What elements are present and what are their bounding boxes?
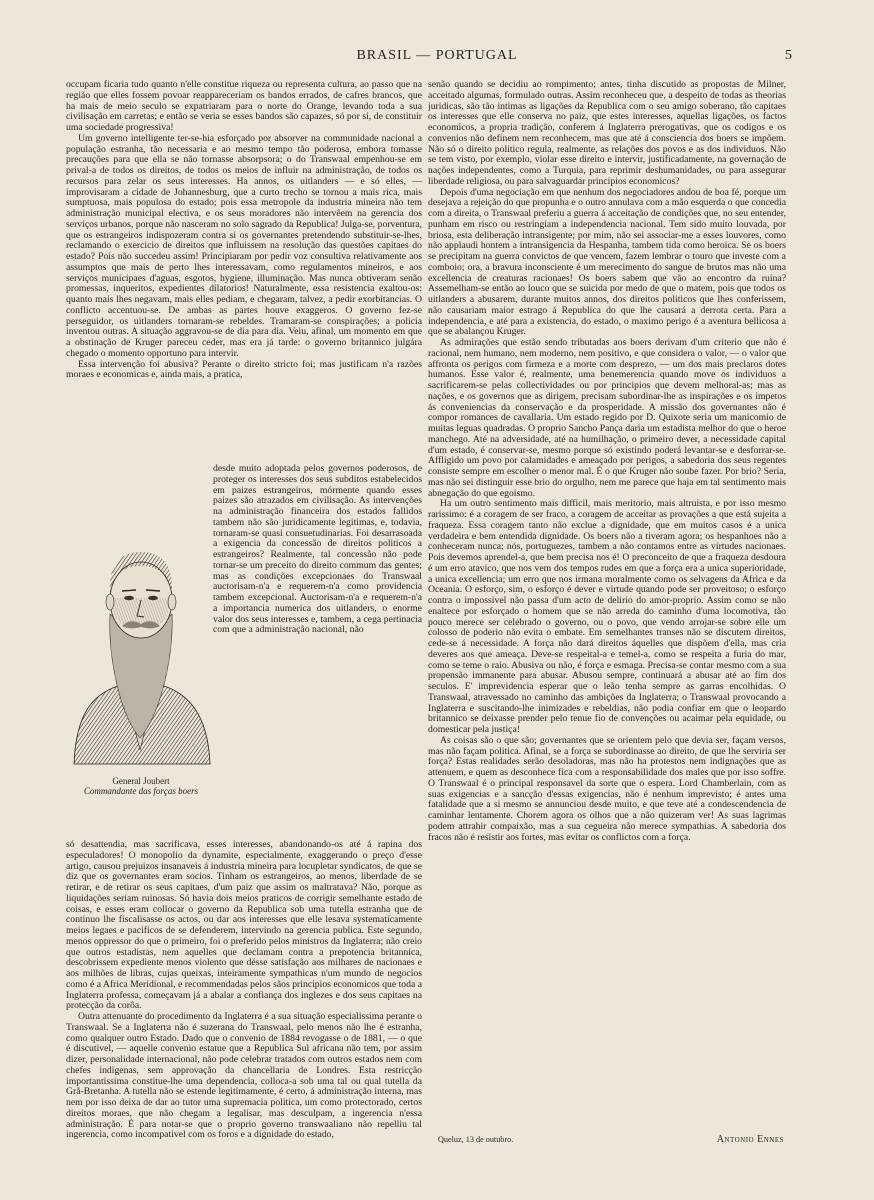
article-signature-line	[428, 1132, 786, 1146]
right-column-text	[428, 80, 786, 1130]
portrait-engraving	[66, 502, 216, 774]
portrait-subcaption: Commandante das forças boers	[83, 786, 199, 796]
paragraph: Essa intervenção foi abusiva? Perante o direito stricto foi; mas justificam n'a razões moraes e economicas e, ainda mais, a pratica,	[66, 358, 422, 381]
right-column	[428, 80, 786, 1130]
left-column	[66, 80, 422, 1200]
place-date: Queluz, 13 de outubro.	[438, 1135, 514, 1144]
page-header	[60, 48, 814, 70]
left-column-lower-text	[66, 840, 422, 1200]
author-signature: Antonio Ennes	[716, 1134, 784, 1145]
paragraph: As admirações que estão sendo tributadas aos boers derivam d'um criterio que não é racional, nem humano, nem moderno, nem positivo, e que considera o valor, — o valor que affronta os perigos com firmeza e a morte com desprezo, — um dos mais preclaros dotes humanos. Esse valor é, realmente, uma benemerencia quando move os individuos a sacrificarem-se pelas collectividades ou por principios que devem melhoral-as; mas as nações, e os governos que as dirigem, precisam subordinar-lhe as inspirações e os impetos ás conveniencias da conservação e da prosperidade. A missão dos governantes não é compor romances de cavallaria. Um estado regido por D. Quixote seria um manicomio de muitas leguas quadradas. O proprio Sancho Pança daria um estadista melhor do que o heroe manchego. Até na adversidade, até na humilhação, o primeiro dever, a necessidade capital d'um estado, é conservar-se, mesmo porque só existindo poderá levantar-se e desforrar-se. Affligido um povo por calamidades e ameaçado por perigos, a sabedoria dos seus regentes consiste sempre em escolher o menor mal. É o que Kruger não soube fazer. Por brio? Seria, mas não sei distinguir esse brio do orgulho, nem me parece que haja em tal sentimento mais abnegação do que egoismo.	[428, 337, 786, 499]
paragraph: Ha um outro sentimento mais difficil, mais meritorio, mais altruista, e por isso mesmo rarissimo: é a coragem de ser fraco, a coragem de acceitar as provações a que está sujeita a fraqueza. Essa coragem tanto não exclue a dignidade, que em muitos casos é a unica verdadeira e bem entendida dignidade. Os boers não a tiveram agora; os hespanhoes não a conheceram nunca; nós, portuguezes, tambem a não contamos entre as virtudes nacionaes. Pois devemos aprendel-a, que bem precisa nos é! O preconceito de que a fraqueza desdoura é um erro atavico, que nos vem dos tempos rudes em que a força era a unica superioridade, a unica excellencia; um erro que nos irmana moralmente como os selvagens da Africa e da Oceania. O esforço, sim, o esforço é dever e virtude quando pode ser proveitoso; o esforço contra o impossivel não passa d'um acto de delirio do amor-proprio. Assim como se não enaltece por esforçado o homem que se não arreda do caminho d'uma locomotiva, tão pouco merece ser celebrado o governo, ou o povo, que vendo arrojar-se sobre elle um colosso de poderio não evita o embate. Em semelhantes transes não se discutem direitos, cede-se á necessidade. A força não dará direitos áquelles que dispõem d'ella, mas cria deveres aos que ameaça. Deve-se respeital-a e temel-a, como se respeita a furia do mar, como se teme o raio. Abusiva ou não, é força e esmaga. Precisa-se contar mesmo com a sua propensão immanente para abusar. Abusou sempre, continuará a abusar até ao fim dos seculos. E' imprevidencia esperar que o leão tenha sempre as garras encolhidas. O Transwaal, atravessado no caminho das ambições da Inglaterra; o Transwaal provocando a Inglaterra e suscitando-lhe inimizades e rebeldias, não podia confiar em que o leopardo britannico se deixasse prender pelo tenue fio de convenções ou acaimar pela equidade, ou domesticar pela justiça!	[428, 498, 786, 735]
page-title: BRASIL — PORTUGAL	[356, 48, 518, 63]
paragraph: Um governo intelligente ter-se-hia esforçado por absorver na communidade nacional a população estranha, tão necessaria e ao mesmo tempo tão poderosa, embora tomasse precauções para que ella se não tornasse absorpsora; o do Transwaal empenhou-se em prival-a de todos os direitos, de todos os meios de influir na administração, de todos os recursos para zelar os seus interesses. Ha annos, os uitlanders — e só elles, — improvisaram a cidade de Johannesburg, que a curto trecho se tornou a mais rica, mais sumptuosa, mais populosa do estado; pois essa metropole da industria mineira não tem administração municipal electiva, e os seus moradores não intervêem na gerencia dos serviços urbanos, porque não nasceram no solo sagrado da Republica! Julga-se, porventura, que os estrangeiros indispozeram contra si os governantes pretendendo substituir-se-lhes, reclamando o exercicio de direitos que influissem na resolução das questões capitaes do estado? Pois não succedeu assim! Principiaram por pedir voz consultiva relativamente aos assumptos que mais de perto lhes interessavam, como regulamentos mineiros, e aos serviços municipaes d'aguas, esgotos, hygiene, illuminação. Mas nunca obtiveram senão promessas, inqueritos, expedientes dilatorios! Naturalmente, essa resistencia exaltou-os: quanto mais lhes negavam, mais elles pediam, e chegaram, talvez, a pedir exorbitancias. O conflicto accentuou-se. De ambas as partes houve exaggeros. O governo fez-se perseguidor, os uitlanders tornaram-se rebeldes. Tramaram-se conspirações; a policia inventou outras. A situação aggravou-se de dia para dia. Veiu, afinal, um momento em que a obstinação de Kruger pareceu ceder, mas era já tarde: o governo britannico julgára chegado o momento opportuno para intervir.	[66, 132, 422, 359]
portrait-caption	[66, 776, 216, 796]
paragraph: Outra attenuante do procedimento da Inglaterra é a sua situação especialissima perante o Transwaal. Se a Inglaterra não é suzerana do Transwaal, pelo menos não lhe é estranha, como qualquer outro Estado. Dado que o convenio de 1884 revogasse o de 1881, — o que é discutivel, — aquelle convenio estatue que a Republica Sul africana não tem, por assim dizer, personalidade internacional, não pode celebrar tratados com outros estados nem com chefes indigenas, sem approvação da chancellaria de Londres. Esta restricção importantissima constitue-lhe uma dependencia, colloca-a sob uma tal ou qual tutella da Grã-Bretanha. A tutella não se estende legitimamente, é certo, á administração interna, mas nem por isso deixa de dar ao tutor uma supremacia politica, um como protectorado, certos direitos moraes, que não chegam a legalisar, mas desculpam, a ingerencia n'essa administração. É para notar-se que o proprio governo transwaaliano não repelliu tal ingerencia, como incompativel com os foros e a dignidade do estado,	[66, 1011, 422, 1141]
portrait-name: General Joubert	[112, 776, 170, 786]
left-column-upper-text	[66, 80, 422, 464]
page-number: 5	[785, 48, 792, 63]
portrait-section	[66, 464, 422, 840]
paragraph: só desattendia, mas sacrificava, esses interesses, abandonando-os até á rapina dos especuladores! O monopolio da dynamite, especialmente, exaggerando o preço d'esse artigo, causou prejuizos insanaveis á industria mineira para locupletar syndicatos, de que se diz que os governantes eram socios. Tinham os estrangeiros, ao menos, liberdade de se retirar, e de retirar os seus capitaes, d'um paiz que assim os maltratava? Não, porque as liquidações seriam ruinosas. Só havia dois meios praticos de corrigir semelhante estado de coisas, e esses eram collocar o governo da Republica sob uma tutella estranha que de continuo lhe fiscalisasse os actos, ou dar aos interesses que elle lesava systematicamente meios legaes e pacificos de se defenderem, intervindo na gerencia publica. Este segundo, menos oppressor do que o primeiro, foi o preferido pelos ministros da Inglaterra; não creio que outros estadistas, nem aquelles que declamam contra a prepotencia britannica, descobrissem expediente menos violento que désse satisfação aos milhares de nacionaes e aos milhões de libras, cujas queixas, inteiramente sympathicas n'um mundo de negocios como é a Africa Meridional, e recommendadas pelos sãos principios economicos que toda a Inglaterra professa, começavam já a abalar a confiança dos inglezes e dos seus capitaes na protecção da corôa.	[66, 840, 422, 1012]
paragraph: senão quando se decidiu ao rompimento; antes, tinha discutido as propostas de Milner, acceitado algumas, formulado outras. Assim reconheceu que, a despeito de todas as theorias juridicas, são tão intimas as ligações da Republica com o seu amigo soberano, tão capitaes os interesses que elle conserva no paiz, que estes interesses, aquellas ligações, os factos economicos, a propria tradição, conferem á Inglaterra prerogativas, que os codigos e os convenios não definem nem reconhecem, mas que até á consciencia dos boers se impõem. Não só o direito politico regula, realmente, as relações dos povos e as dos individuos. Não se tem visto, por exemplo, violar esse direito e intervir, justificadamente, na governação de nações independentes, como a Turquia, para reprimir deshumanidades, ou para assegurar liberdade religiosa, ou para salvaguardar principios economicos?	[428, 80, 786, 187]
paragraph: Depois d'uma negociação em que nenhum dos negociadores andou de boa fé, porque um desejava a rejeição do que propunha e o outro annulava com a mão esquerda o que concedia com a direita, o Transwaal preferiu a guerra á acceitação de condições que, no seu entender, punham em risco ou restringiam a independencia nacional. Tem sido muito louvada, por briosa, esta deliberação intransigente; por mim, não sei associar-me a esses louvores, como não applaudi hontem a intransigencia da Hespanha, tambem tida como heroica. Se os boers se precipitam na guerra convictos de que vencem, fazem lembrar o touro que investe com a comboio; ora, a bravura inconsciente é um merecimento do sangue de brutos mas não uma excellencia de creaturas racionaes! Os boers sabem que vão ao encontro da ruina? Assemelham-se então ao louco que se suicida por medo de que o matem, pois que todos os uitlanders a abusarem, durante muitos annos, dos direitos politicos que lhes conferissem, não causariam maior estrago á Republica do que lhe causará a derrota certa. Para a independencia, e até para a existencia, do estado, o maximo perigo é a aventura bellicosa a que se abalançou Kruger.	[428, 186, 786, 338]
left-column-side-text: desde muito adoptada pelos governos poderosos, de proteger os interesses dos seus subditos estabelecidos em paizes estrangeiros, mórmente quando esses paizes são atrazados em civilisação. As intervenções na administração financeira dos estados fallidos tambem não são juridicamente legitimas, e, todavia, tornaram-se quasi consuetudinarias. Foi desarrasoada a exigencia da concessão de direitos politicos a estrangeiros? Realmente, tal concessão não pode tornar-se um preceito do direito commum das gentes; mas as condições excepcionaes do Transwaal auctorisam-n'a e requerem-n'a como providencia tambem excepcional. Auctorisam-n'a e requerem-n'a a importancia numerica dos uitlanders, o enorme valor dos seus interesses e, tambem, a cega pertinacia com que a administração nacional, não	[213, 464, 422, 636]
paragraph: As coisas são o que são; governantes que se orientem pelo que devia ser, façam versos, mas não façam politica. Afinal, se a força se subordinasse ao direito, de que lhe serviria ser força? Estas realidades serão desoladoras, mas não ha protestos nem indignações que as attenuem, e quem as desconhece fica com a responsabilidade dos males que por isso soffre. O Transwaal é o principal responsavel da sorte que o espera. Lord Chamberlain, com as suas exigencias e a sancção d'essas exigencias, não é nenhum imprevisto; é antes uma fatalidade que a si mesmo se annunciou desde muito, e que teve até a condescendencia de caminhar lentamente. Chorem agora os olhos que a não quizeram ver! As suas lagrimas podem attrahir compaixão, mas a sua cegueira não merece sympathias. A sabedoria dos fracos não é resistir aos fortes, mas evitar os conflictos com a força.	[428, 734, 786, 843]
portrait-figure	[66, 502, 216, 778]
paragraph: occupam ficaria tudo quanto n'elle constitue riqueza ou representa cultura, ao passo que na região que elles fossem povoar reappareceriam os bandos errados, de cafres brancos, que ha mais de meio seculo se expatriaram para o norte do Orange, levando toda a sua civilisação em carretas; e então se veria se esses bandos são capazes, só por si, de constituir uma sociedade progressiva!	[66, 80, 422, 133]
